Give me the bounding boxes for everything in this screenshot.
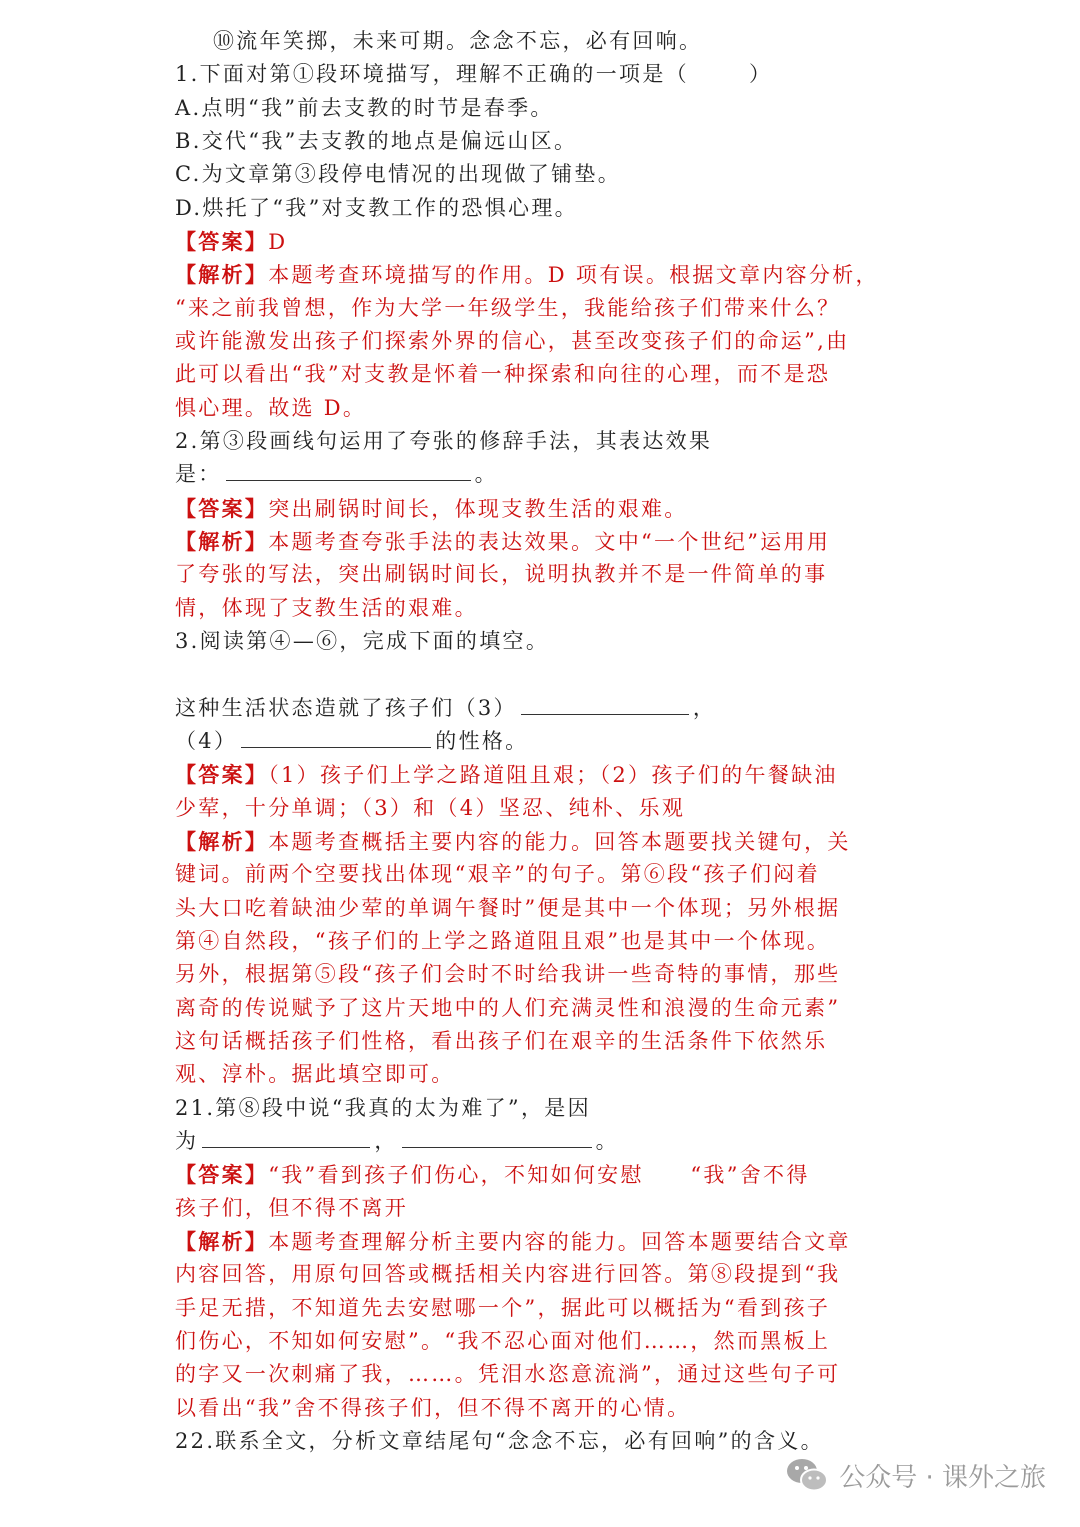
answer-21-line-1 (175, 1158, 810, 1191)
analysis-21-line-4: 们伤心，不知如何安慰”。“我不忍心面对他们……，然而黑板上 (175, 1329, 831, 1353)
fill-prefix: （4） (175, 729, 238, 753)
analysis-3-line-4: 第④自然段，“孩子们的上学之路道阻且艰”也是其中一个体现。 (175, 929, 831, 953)
analysis-3-line-2: 键词。前两个空要找出体现“艰辛”的句子。第⑥段“孩子们闷着 (175, 862, 820, 886)
analysis-2-line-3: 情，体现了支教生活的艰难。 (175, 596, 478, 620)
analysis-tag: 【解析】 (175, 529, 269, 554)
question-21: 21.第⑧段中说“我真的太为难了”，是因 (175, 1096, 591, 1120)
analysis-2-text: 本题考查夸张手法的表达效果。文中“一个世纪”运用用 (268, 530, 831, 554)
analysis-21-line-6: 以看出“我”舍不得孩子们，但不得不离开的心情。 (175, 1396, 691, 1420)
analysis-21-line-1 (175, 1225, 851, 1258)
fill-suffix: 。 (595, 1129, 619, 1153)
watermark (785, 1455, 1046, 1495)
option-b: B.交代“我”去支教的地点是偏远山区。 (175, 129, 578, 153)
analysis-21-line-5: 的字又一次刺痛了我，……。凭泪水恣意流淌”，通过这些句子可 (175, 1362, 841, 1386)
question-1 (175, 58, 772, 91)
question-3: 3.阅读第④—⑥，完成下面的填空。 (175, 629, 550, 653)
answer-2-text: 突出刷锅时间长，体现支教生活的艰难。 (268, 497, 688, 521)
fill-prefix: 为 (175, 1129, 199, 1153)
answer-2 (175, 492, 688, 525)
analysis-3-line-7: 这句话概括孩子们性格，看出孩子们在艰辛的生活条件下依然乐 (175, 1029, 828, 1053)
analysis-3-line-5: 另外，根据第⑤段“孩子们会时不时给我讲一些奇特的事情，那些 (175, 962, 841, 986)
analysis-3-line-6: 离奇的传说赋予了这片天地中的人们充满灵性和浪漫的生命元素” (175, 996, 841, 1020)
answer-tag: 【答案】 (175, 229, 269, 254)
watermark-text: 公众号 · 课外之旅 (839, 1462, 1046, 1493)
question-2: 2.第③段画线句运用了夸张的修辞手法，其表达效果 (175, 429, 713, 453)
answer-1-text: D (268, 230, 288, 254)
answer-1 (175, 225, 287, 258)
fill-blank (402, 1125, 592, 1148)
fill-comma: ， (374, 1129, 398, 1153)
question-3-fill-line-2 (175, 725, 528, 758)
answer-3-text: （1）孩子们上学之路道阻且艰；（2）孩子们的午餐缺油 (268, 763, 838, 787)
analysis-21-line-3: 手足无措，不知道先去安慰哪一个”，据此可以概括为“看到孩子 (175, 1296, 831, 1320)
analysis-tag: 【解析】 (175, 262, 269, 287)
analysis-21-text: 本题考查理解分析主要内容的能力。回答本题要结合文章 (268, 1230, 851, 1254)
answer-tag: 【答案】 (175, 496, 269, 521)
question-2-suffix: 。 (474, 462, 498, 486)
analysis-1-line-4: 此可以看出“我”对支教是怀着一种探索和向往的心理，而不是恐 (175, 362, 831, 386)
question-3-fill-line-1 (175, 692, 716, 725)
analysis-1-text: 本题考查环境描写的作用。D 项有误。根据文章内容分析， (268, 263, 879, 287)
fill-blank (226, 458, 471, 481)
analysis-1-line-1 (175, 258, 879, 291)
wechat-icon (785, 1455, 829, 1495)
option-c: C.为文章第③段停电情况的出现做了铺垫。 (175, 162, 621, 186)
analysis-2-line-1 (175, 525, 830, 558)
option-d: D.烘托了“我”对支教工作的恐惧心理。 (175, 196, 578, 220)
answer-tag: 【答案】 (175, 762, 269, 787)
paragraph-10: ⑩流年笑掷，未来可期。念念不忘，必有回响。 (213, 29, 703, 53)
answer-3-line-2: 少荤，十分单调；（3）和（4）坚忍、纯朴、乐观 (175, 796, 686, 820)
question-2-blank-line (175, 458, 498, 491)
analysis-1-line-5: 惧心理。故选 D。 (175, 396, 367, 420)
fill-blank (241, 725, 431, 748)
option-a: A.点明“我”前去支教的时节是春季。 (175, 96, 554, 120)
fill-blank (521, 692, 689, 715)
fill-prefix: 这种生活状态造就了孩子们（3） (175, 696, 517, 720)
question-2-prefix: 是： (175, 462, 222, 486)
analysis-tag: 【解析】 (175, 829, 269, 854)
analysis-3-text: 本题考查概括主要内容的能力。回答本题要找关键句，关 (268, 830, 851, 854)
analysis-2-line-2: 了夸张的写法，突出刷锅时间长，说明执教并不是一件简单的事 (175, 562, 828, 586)
analysis-3-line-3: 头大口吃着缺油少荤的单调午餐时”便是其中一个体现；另外根据 (175, 896, 841, 920)
answer-21-line-2: 孩子们，但不得不离开 (175, 1196, 408, 1220)
analysis-tag: 【解析】 (175, 1229, 269, 1254)
fill-suffix: ， (692, 696, 717, 720)
answer-tag: 【答案】 (175, 1162, 269, 1187)
answer-21-text: “我”看到孩子们伤心，不知如何安慰 “我”舍不得 (268, 1163, 810, 1187)
analysis-3-line-8: 观、淳朴。据此填空即可。 (175, 1062, 455, 1086)
analysis-21-line-2: 内容回答，用原句回答或概括相关内容进行回答。第⑧段提到“我 (175, 1262, 841, 1286)
question-1-paren: ） (748, 62, 773, 86)
question-22: 22.联系全文，分析文章结尾句“念念不忘，必有回响”的含义。 (175, 1429, 824, 1453)
answer-3-line-1 (175, 758, 838, 791)
analysis-1-line-3: 或许能激发出孩子们探索外界的信心，甚至改变孩子们的命运”,由 (175, 329, 850, 353)
question-21-blank-line (175, 1125, 619, 1158)
analysis-1-line-2: “来之前我曾想，作为大学一年级学生，我能给孩子们带来什么？ (175, 296, 841, 320)
fill-suffix: 的性格。 (435, 729, 529, 753)
question-1-text: 1.下面对第①段环境描写，理解不正确的一项是（ (175, 62, 689, 86)
fill-blank (202, 1125, 370, 1148)
analysis-3-line-1 (175, 825, 851, 858)
